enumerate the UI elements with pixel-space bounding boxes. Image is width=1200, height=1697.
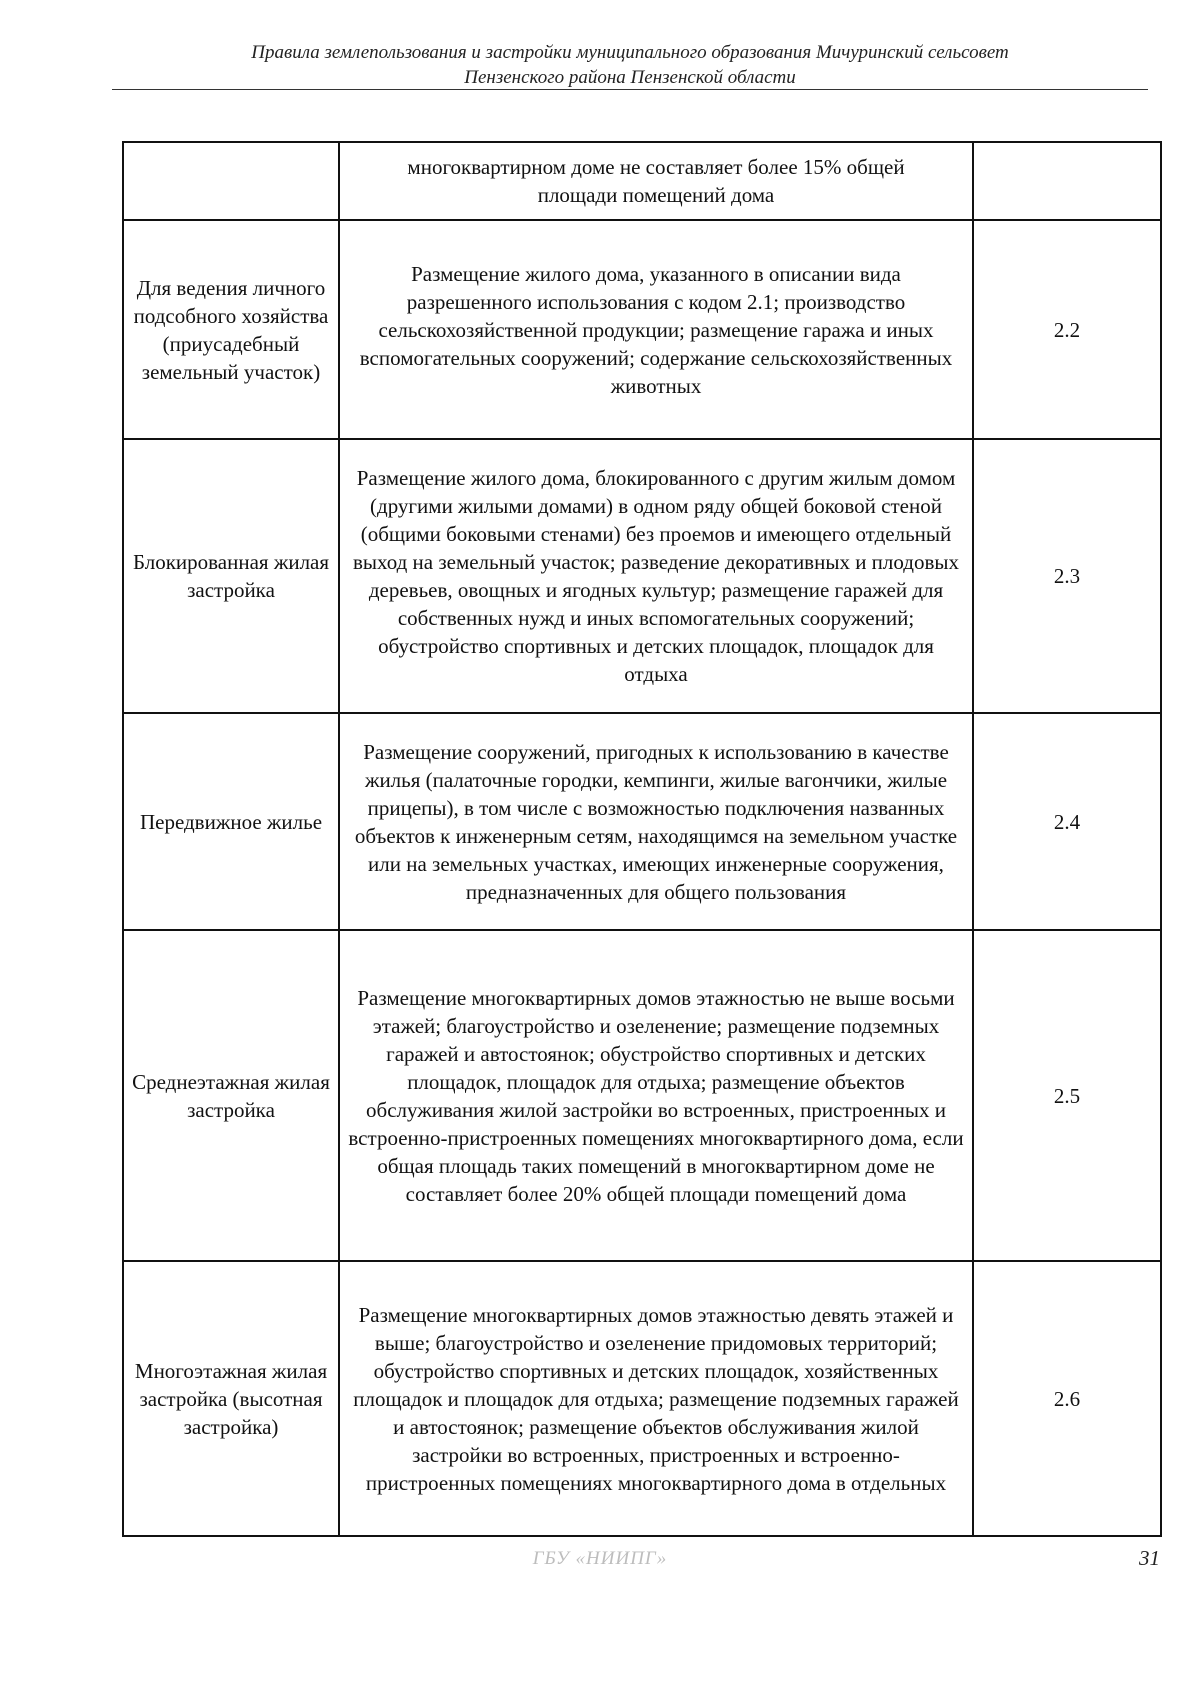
table-row (123, 142, 1161, 220)
use-type-code: 2.5 (973, 930, 1161, 1261)
use-type-code: 2.6 (973, 1261, 1161, 1536)
use-type-description: Размещение жилого дома, указанного в описании вида разрешенного использования с кодом 2.1; производство сельскохозяйственной продукции; размещение гаража и иных вспомогательных сооружений; содержание сельскохозяйственных животных (339, 220, 973, 439)
header-line-1: Правила землепользования и застройки муниципального образования Мичуринский сельсовет (251, 42, 1009, 63)
document-header (112, 40, 1148, 90)
use-type-name: Передвижное жилье (123, 713, 339, 930)
use-type-code: 2.4 (973, 713, 1161, 930)
use-type-name: Для ведения личного подсобного хозяйства (приусадебный земельный участок) (123, 220, 339, 439)
use-type-description: Размещение сооружений, пригодных к использованию в качестве жилья (палаточные городки, кемпинги, жилые вагончики, жилые прицепы), в том числе с возможностью подключения названных объектов к инженерным сетям, находящимся на земельном участке или на земельных участках, имеющих инженерные сооружения, предназначенных для общего пользования (339, 713, 973, 930)
use-type-name: Блокированная жилая застройка (123, 439, 339, 713)
use-type-description: Размещение многоквартирных домов этажностью не выше восьми этажей; благоустройство и озеленение; размещение подземных гаражей и автостоянок; обустройство спортивных и детских площадок, площадок для отдыха; размещение объектов обслуживания жилой застройки во встроенных, пристроенных и встроенно-пристроенных помещениях многоквартирного дома, если общая площадь таких помещений в многоквартирном доме не составляет более 20% общей площади помещений дома (339, 930, 973, 1261)
table-row (123, 220, 1161, 439)
table-row (123, 930, 1161, 1261)
page-number: 31 (1139, 1546, 1160, 1570)
table-row (123, 439, 1161, 713)
header-line-2: Пензенского района Пензенской области (464, 67, 796, 88)
table-row (123, 1261, 1161, 1536)
use-type-description: Размещение многоквартирных домов этажностью девять этажей и выше; благоустройство и озеленение придомовых территорий; обустройство спортивных и детских площадок, хозяйственных площадок и площадок для отдыха; размещение подземных гаражей и автостоянок; размещение объектов обслуживания жилой застройки во встроенных, пристроенных и встроенно-пристроенных помещениях многоквартирного дома в отдельных (339, 1261, 973, 1536)
use-type-description: многоквартирном доме не составляет более 15% общей площади помещений дома (339, 142, 973, 220)
land-use-table (122, 141, 1162, 1537)
header-divider (112, 89, 1148, 90)
table-row (123, 713, 1161, 930)
use-type-code: 2.3 (973, 439, 1161, 713)
use-type-name: Среднеэтажная жилая застройка (123, 930, 339, 1261)
use-type-code: 2.2 (973, 220, 1161, 439)
use-type-description: Размещение жилого дома, блокированного с другим жилым домом (другими жилыми домами) в одном ряду общей боковой стеной (общими боковыми стенами) без проемов и имеющего отдельный выход на земельный участок; разведение декоративных и плодовых деревьев, овощных и ягодных культур; размещение гаражей для собственных нужд и иных вспомогательных сооружений; обустройство спортивных и детских площадок, площадок для отдыха (339, 439, 973, 713)
use-type-name: Многоэтажная жилая застройка (высотная застройка) (123, 1261, 339, 1536)
use-type-name (123, 142, 339, 220)
footer-organization: ГБУ «НИИПГ» (532, 1548, 668, 1569)
use-type-code (973, 142, 1161, 220)
